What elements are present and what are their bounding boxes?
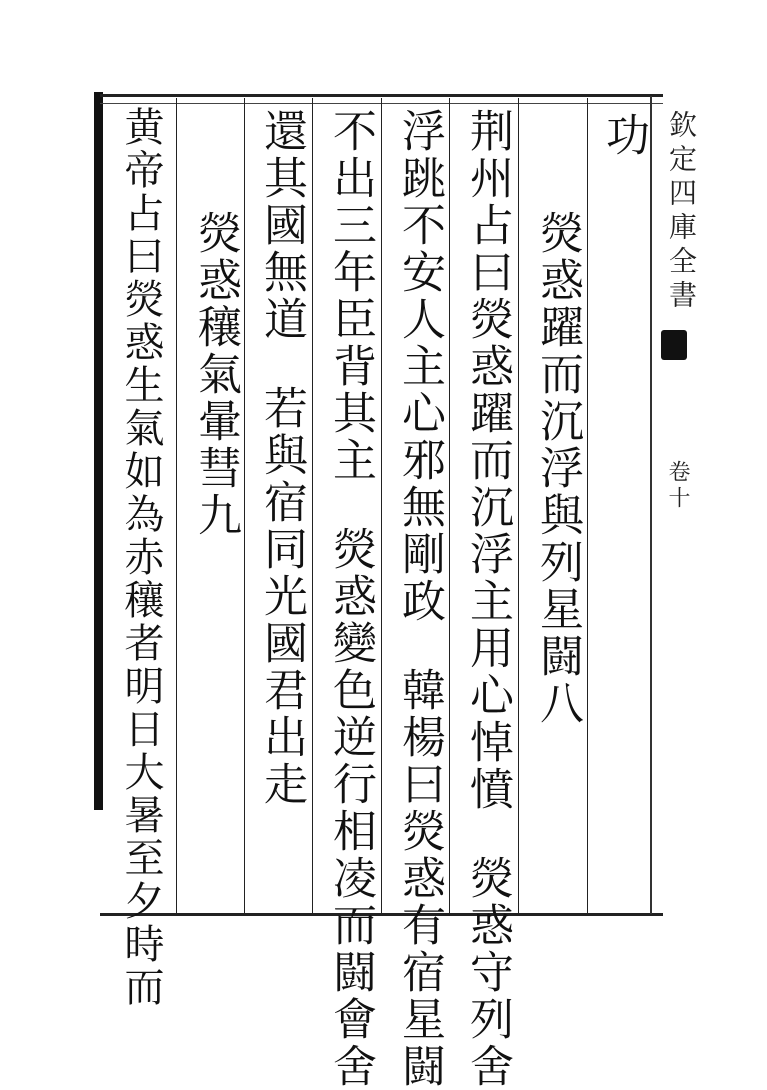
- column-text: 熒惑穰氣暈彗九: [190, 210, 241, 539]
- column-rule: [312, 98, 313, 913]
- text-column-7: [188, 210, 242, 539]
- text-column-2: [530, 210, 584, 727]
- column-text: 還其國無道: [256, 108, 307, 343]
- text-column-1: [596, 112, 650, 159]
- column-rule: [518, 98, 519, 913]
- column-text: 熒惑躍而沉浮與列星闘八: [532, 210, 583, 727]
- text-column-4: [392, 108, 446, 1090]
- text-column-8: [116, 106, 166, 1009]
- frame-top-border: [100, 94, 663, 97]
- book-title: 欽定四庫全書: [665, 110, 698, 314]
- column-text-continued: 韓楊曰熒惑有宿星闘: [394, 667, 445, 1090]
- column-rule: [587, 98, 588, 913]
- column-text: 荆州占曰熒惑躍而沉浮主用心悼憤: [462, 108, 513, 813]
- volume-label: 卷十: [665, 460, 690, 512]
- frame-bottom-border: [100, 913, 663, 916]
- column-text: 黄帝占曰熒惑生氣如為赤穰者明日大暑至夕時而: [118, 106, 164, 1009]
- column-text: 不出三年臣背其主: [325, 108, 376, 484]
- fishtail-mark: [661, 330, 687, 360]
- column-text-continued: 若與宿同光國君出走: [256, 385, 307, 808]
- text-column-5: [323, 108, 377, 1090]
- frame-left-border: [94, 92, 103, 810]
- column-rule: [381, 98, 382, 913]
- column-rule: [244, 98, 245, 913]
- text-column-6: [254, 108, 308, 808]
- column-rule: [176, 98, 177, 913]
- column-text-continued: 熒惑變色逆行相凌而闘會舍: [325, 526, 376, 1090]
- text-column-3: [460, 108, 514, 1090]
- frame-right-border: [650, 96, 652, 914]
- column-text: 浮跳不安人主心邪無剛政: [394, 108, 445, 625]
- column-text-continued: 熒惑守列舍: [462, 855, 513, 1090]
- column-text: 功: [598, 112, 649, 159]
- column-rule: [449, 98, 450, 913]
